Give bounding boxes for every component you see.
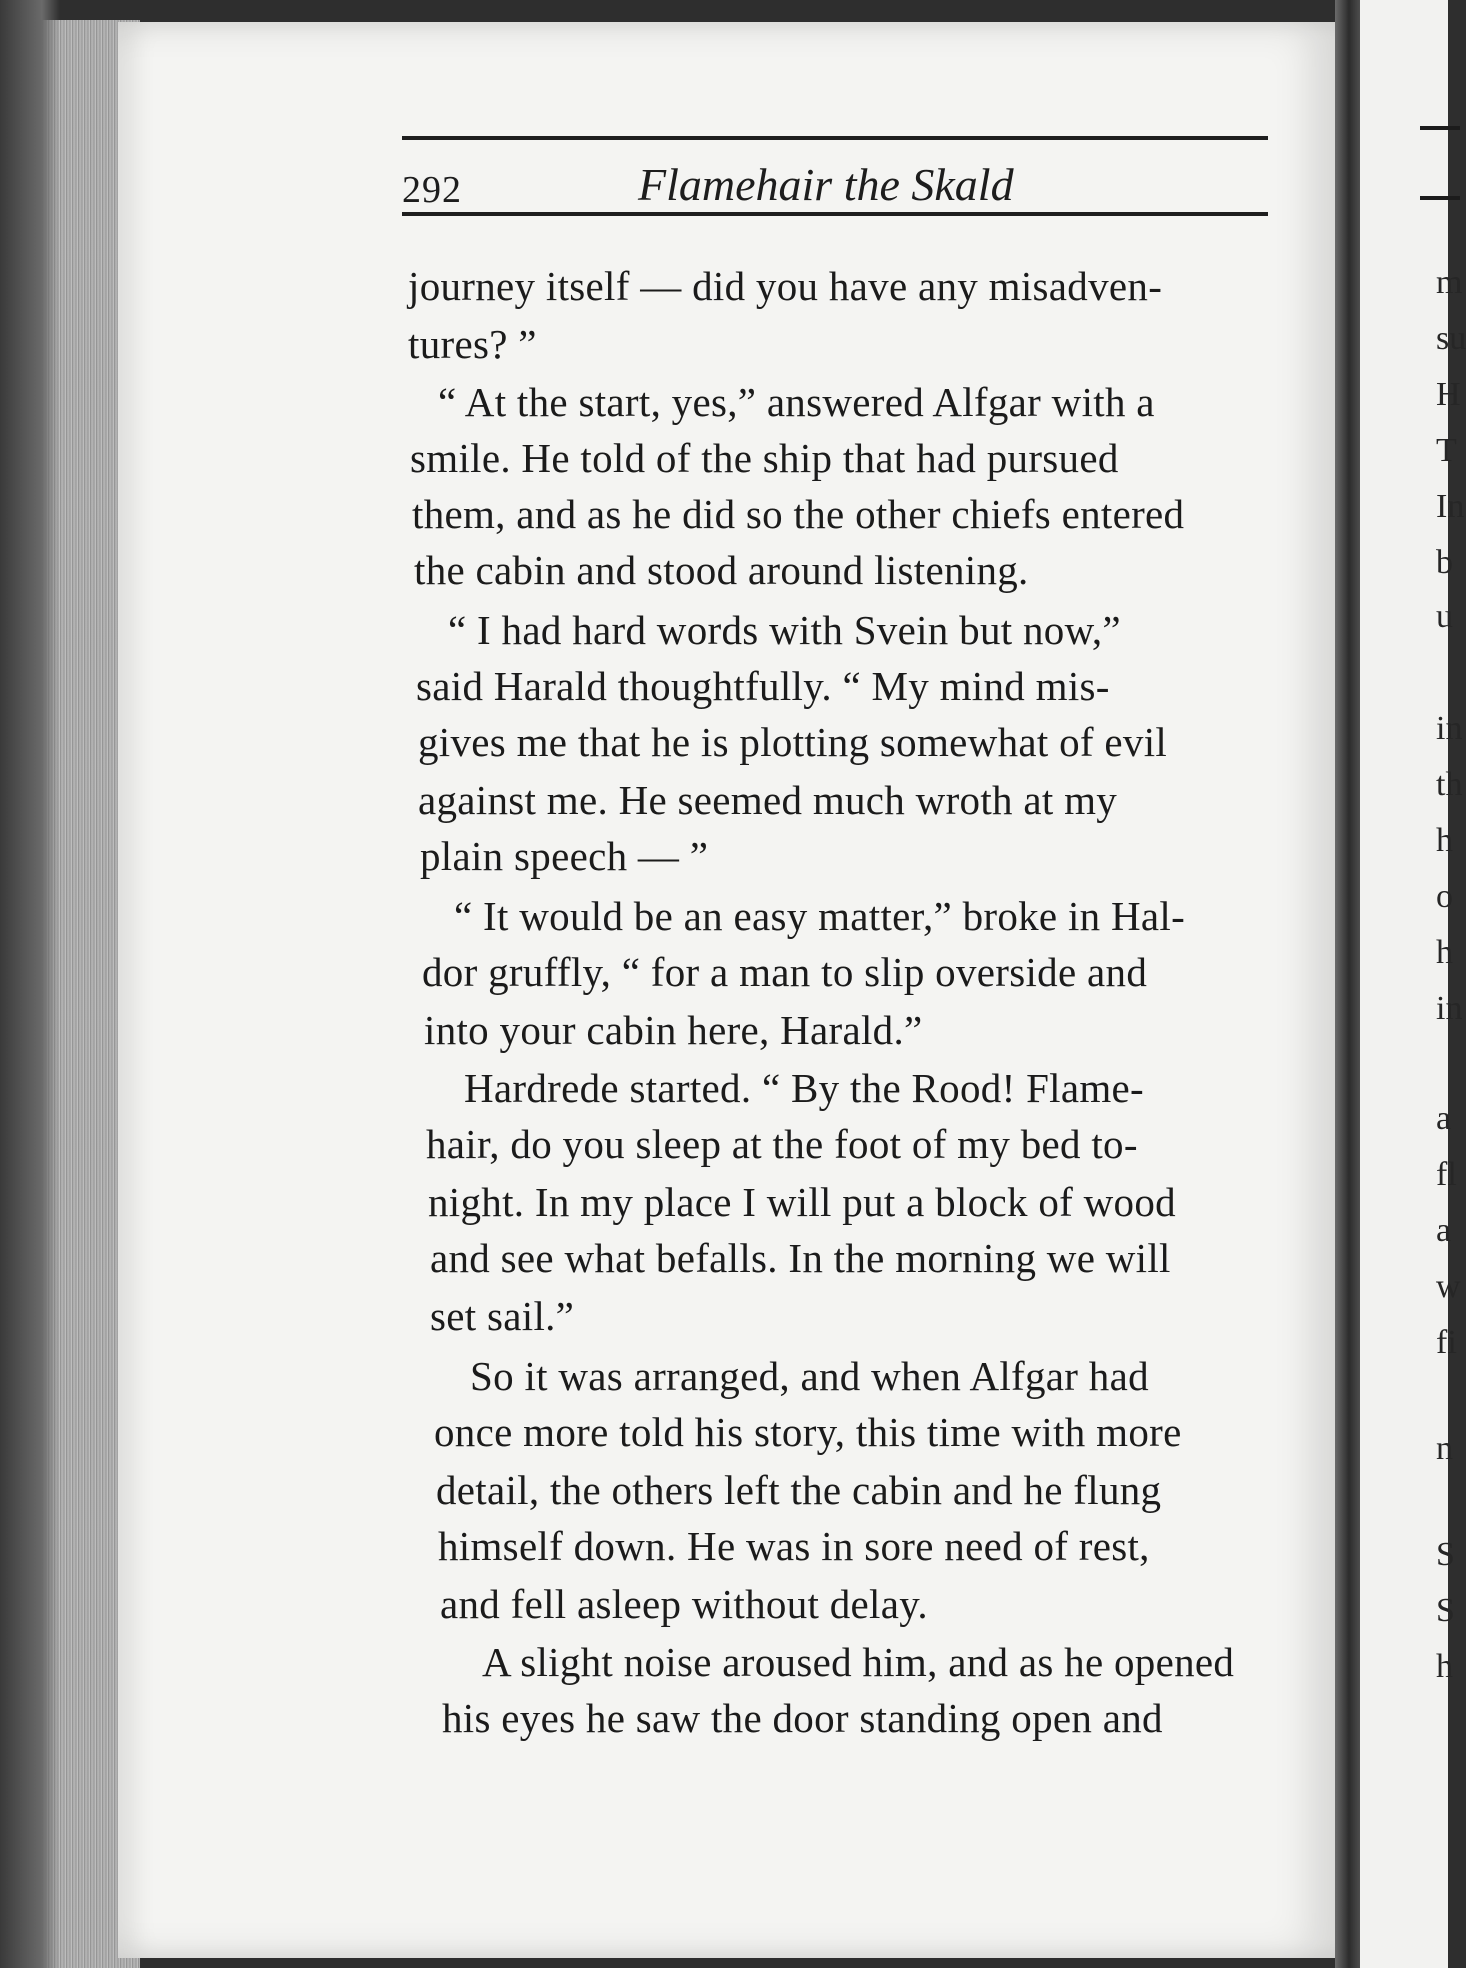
text-line: tures? ”	[408, 321, 537, 367]
facing-line-fragment: S	[1436, 1592, 1455, 1629]
text-line: “ I had hard words with Svein but now,”	[448, 607, 1121, 653]
facing-line-fragment: th	[1436, 766, 1463, 803]
header-bottom-rule	[402, 212, 1268, 216]
facing-line-fragment: in	[1436, 710, 1463, 747]
text-line: Hardrede started. “ By the Rood! Flame-	[464, 1065, 1145, 1111]
facing-line-fragment: n	[1436, 1430, 1453, 1467]
text-line: himself down. He was in sore need of rest,	[438, 1523, 1150, 1569]
facing-line-fragment: S	[1436, 1536, 1455, 1573]
text-line: set sail.”	[430, 1293, 575, 1339]
text-line: them, and as he did so the other chiefs entered	[412, 491, 1185, 537]
text-line: smile. He told of the ship that had pursued	[410, 435, 1119, 481]
book-spine-shadow	[0, 0, 60, 1968]
text-line: “ At the start, yes,” answered Alfgar with a	[438, 379, 1155, 425]
facing-line-fragment: in	[1436, 990, 1463, 1027]
text-line: once more told his story, this time with more	[434, 1409, 1182, 1455]
facing-line-fragment: h	[1436, 822, 1453, 859]
facing-line-fragment: T	[1436, 432, 1457, 469]
text-line: plain speech — ”	[420, 833, 709, 879]
facing-line-fragment: o	[1436, 878, 1453, 915]
facing-line-fragment: In	[1436, 488, 1465, 525]
facing-header-rule	[1420, 126, 1460, 130]
page-number: 292	[402, 169, 462, 211]
text-line: night. In my place I will put a block of wood	[428, 1179, 1176, 1225]
facing-line-fragment: fi	[1436, 1324, 1457, 1361]
text-line: and see what befalls. In the morning we will	[430, 1235, 1171, 1281]
text-line: detail, the others left the cabin and he flung	[436, 1467, 1162, 1513]
text-line: the cabin and stood around listening.	[414, 547, 1029, 593]
facing-header-rule	[1420, 196, 1460, 200]
text-line: So it was arranged, and when Alfgar had	[470, 1353, 1149, 1399]
facing-line-fragment: m	[1436, 264, 1463, 301]
facing-line-fragment: fl	[1436, 1156, 1457, 1193]
facing-line-fragment: su	[1436, 320, 1466, 357]
text-line: said Harald thoughtfully. “ My mind mis-	[416, 663, 1110, 709]
facing-line-fragment: h	[1436, 1648, 1453, 1685]
text-line: and fell asleep without delay.	[440, 1581, 928, 1627]
facing-line-fragment: a	[1436, 1212, 1452, 1249]
facing-line-fragment: u	[1436, 598, 1453, 635]
text-line: A slight noise aroused him, and as he opened	[482, 1639, 1235, 1685]
text-line: dor gruffly, “ for a man to slip overside and	[422, 949, 1148, 995]
facing-line-fragment: w	[1436, 1268, 1461, 1305]
running-title: Flamehair the Skald	[638, 159, 1014, 210]
facing-line-fragment: h	[1436, 934, 1453, 971]
text-line: his eyes he saw the door standing open and	[442, 1695, 1163, 1741]
facing-line-fragment: a	[1436, 1100, 1452, 1137]
book-gutter	[1335, 0, 1363, 1968]
facing-line-fragment: b	[1436, 544, 1453, 581]
text-line: gives me that he is plotting somewhat of evil	[418, 719, 1168, 765]
text-line: against me. He seemed much wroth at my	[418, 777, 1118, 823]
text-line: “ It would be an easy matter,” broke in Hal-	[454, 893, 1186, 939]
text-line: hair, do you sleep at the foot of my bed to-	[426, 1121, 1138, 1167]
text-line: into your cabin here, Harald.”	[424, 1007, 923, 1053]
facing-page	[1360, 0, 1466, 1968]
text-line: journey itself — did you have any misadven-	[408, 263, 1163, 309]
facing-line-fragment: H	[1436, 376, 1461, 413]
header-top-rule	[402, 136, 1268, 140]
